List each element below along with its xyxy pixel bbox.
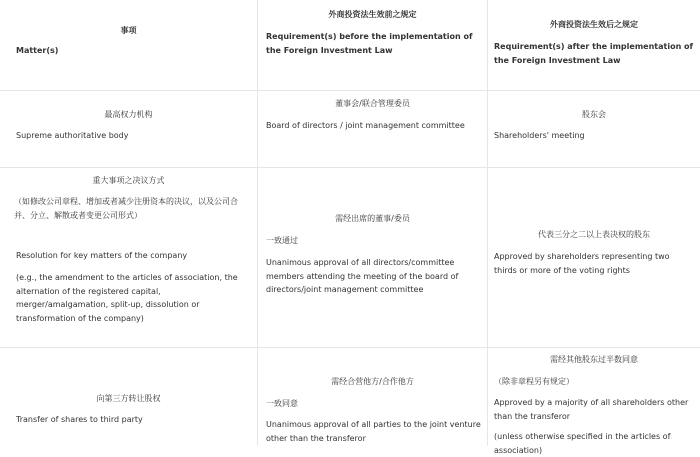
table-row	[0, 91, 700, 168]
matter-cell	[0, 168, 258, 347]
after-cell	[488, 91, 700, 167]
after-en-2: (unless otherwise specified in the articles of association)	[494, 432, 671, 455]
before-en: Unanimous approval of all parties to the joint venture other than the transferor	[266, 420, 481, 443]
before-en: Board of directors / joint management committee	[266, 121, 465, 130]
after-en: Approved by a majority of all shareholders other than the transferor	[494, 398, 689, 421]
matter-zh: 重大事项之决议方式	[92, 176, 165, 185]
before-en: Unanimous approval of all directors/committee members attending the meeting of the board of directors/joint management committee	[266, 258, 459, 294]
matter-zh: 向第三方转让股权	[96, 394, 161, 403]
before-zh-2: 一致同意	[266, 399, 298, 408]
table-row	[0, 348, 700, 455]
after-zh: 股东会	[582, 110, 606, 119]
after-zh: 需经其他股东过半数同意	[550, 355, 638, 364]
table-row	[0, 168, 700, 348]
before-zh: 需经出席的董事/委员	[335, 214, 410, 223]
before-zh: 需经合营他方/合作他方	[331, 377, 414, 386]
header-after-zh: 外商投资法生效后之规定	[550, 20, 638, 29]
header-after-en: Requirement(s) after the implementation of the Foreign Investment Law	[494, 42, 694, 65]
matter-en: Resolution for key matters of the company	[16, 251, 188, 260]
header-matter-zh: 事项	[120, 26, 137, 35]
before-cell	[258, 91, 488, 167]
matter-en: Transfer of shares to third party	[16, 415, 143, 424]
matter-cell	[0, 91, 258, 167]
matter-cell	[0, 348, 258, 446]
after-en: Approved by shareholders representing two thirds or more of the voting rights	[494, 252, 670, 275]
matter-zh: 最高权力机构	[104, 110, 153, 119]
matter-note-zh: （如修改公司章程、增加或者减少注册资本的决议，以及公司合并、分立、解散或者变更公司形式）	[14, 197, 238, 220]
before-zh-2: 一致通过	[266, 236, 298, 245]
matter-en: Supreme authoritative body	[16, 131, 129, 140]
before-cell	[258, 348, 488, 446]
header-matter-cell	[0, 0, 258, 90]
header-before-en: Requirement(s) before the implementation of the Foreign Investment Law	[266, 32, 473, 55]
after-en: Shareholders' meeting	[494, 131, 585, 140]
after-cell	[488, 168, 700, 347]
header-after-cell	[488, 0, 700, 90]
table-header-row	[0, 0, 700, 91]
after-zh-2: （除非章程另有规定）	[494, 377, 574, 386]
after-zh: 代表三分之二以上表决权的股东	[538, 230, 650, 239]
after-cell	[488, 348, 700, 455]
header-before-cell	[258, 0, 488, 90]
before-cell	[258, 168, 488, 347]
matter-note-en: (e.g., the amendment to the articles of association, the alternation of the registered capital, merger/amalgamation, split-up, dissolution or transformation of the company)	[16, 273, 238, 323]
header-matter-en: Matter(s)	[16, 46, 59, 55]
before-zh: 董事会/联合管理委员	[335, 99, 410, 108]
header-before-zh: 外商投资法生效前之规定	[328, 10, 417, 19]
